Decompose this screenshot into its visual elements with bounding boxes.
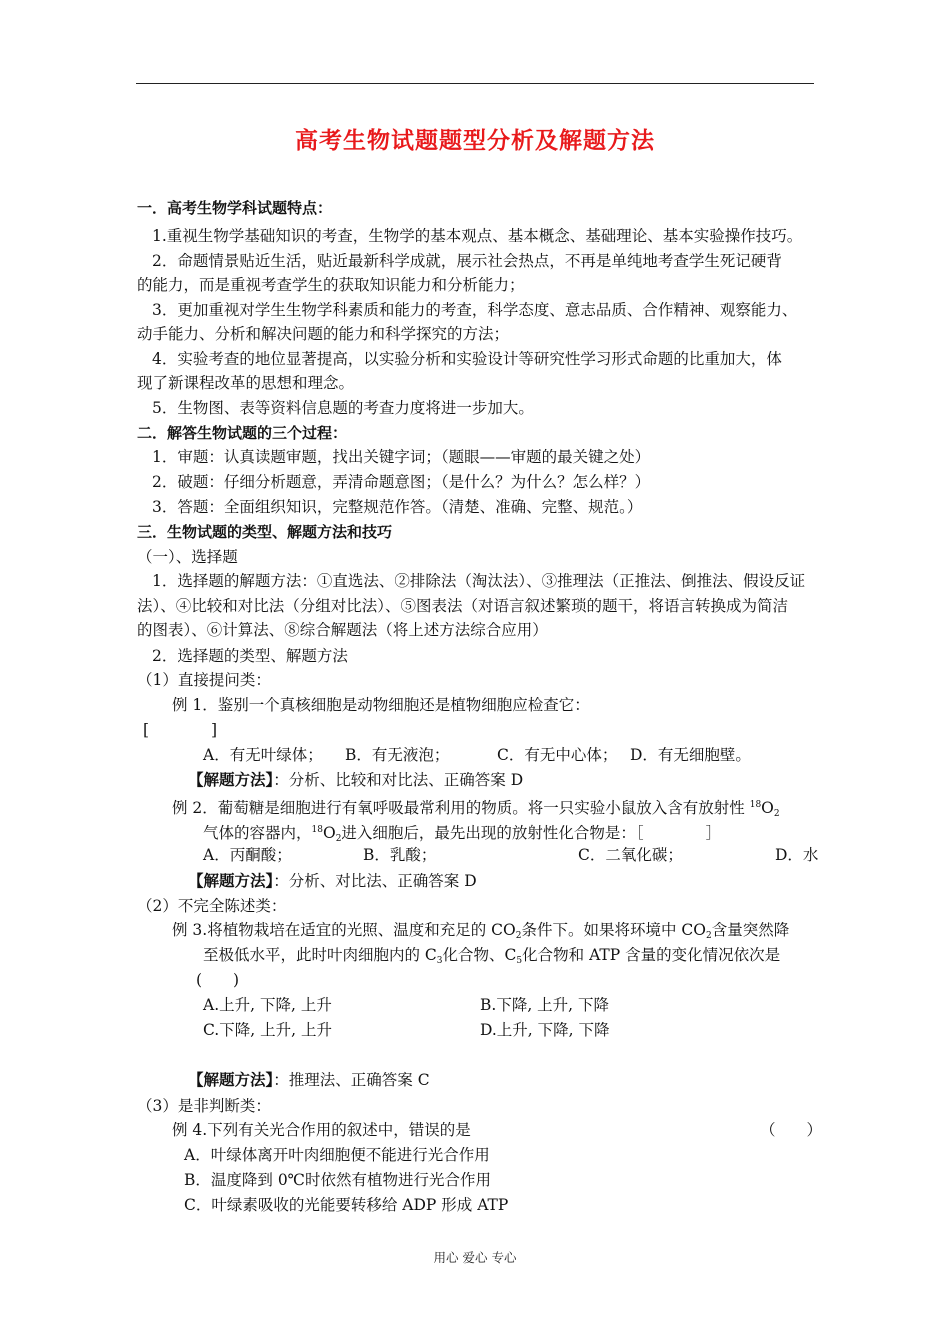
example-1-option-c: C．有无中心体； <box>497 746 618 764</box>
q-text: 至极低水平，此时叶肉细胞内的 C <box>203 946 437 964</box>
example-2-option-b: B．乳酸； <box>363 846 437 864</box>
s3-sub-1: （一）、选择题 <box>137 548 238 566</box>
q-text: 含量突然降 <box>711 921 790 939</box>
s1-line-3a: 3．更加重视对学生生物学科素质和能力的考查，科学态度、意志品质、合作精神、观察能力、 <box>152 301 798 319</box>
section-1-heading: 一．高考生物学科试题特点： <box>137 199 333 217</box>
example-3-method <box>188 1070 430 1090</box>
q-text: O <box>322 824 336 842</box>
s1-line-5: 5．生物图、表等资料信息题的考查力度将进一步加大。 <box>152 399 534 417</box>
q-text: 进入细胞后，最先出现的放射性化合物是：［ ］ <box>341 824 722 842</box>
example-4-option-a: A．叶绿体离开叶肉细胞便不能进行光合作用 <box>184 1146 490 1164</box>
s1-line-1: 1.重视生物学基础知识的考查，生物学的基本观点、基本概念、基础理论、基本实验操作技巧。 <box>152 227 803 245</box>
example-3-paren: ( ) <box>196 971 240 989</box>
page-footer: 用心 爱心 专心 <box>433 1250 517 1265</box>
s3-method-1b: 法）、④比较和对比法（分组对比法）、⑤图表法（对语言叙述繁琐的题干，将语言转换成为简洁 <box>137 597 789 615</box>
example-2-option-d: D．水 <box>775 846 819 864</box>
subscript: 2 <box>335 834 342 844</box>
section-3-heading: 三．生物试题的类型、解题方法和技巧 <box>137 523 393 541</box>
example-4-question: 例 4.下列有关光合作用的叙述中，错误的是 <box>172 1121 471 1139</box>
s2-line-3: 3．答题：全面组织知识，完整规范作答。（清楚、准确、完整、规范。） <box>152 498 643 516</box>
s1-line-4a: 4．实验考查的地位显著提高，以实验分析和实验设计等研究性学习形式命题的比重加大，体 <box>152 350 782 368</box>
method-text: ：分析、对比法、正确答案 D <box>273 872 477 890</box>
example-2-method <box>188 871 477 891</box>
subscript: 3 <box>436 956 443 966</box>
example-3-question-line-1 <box>172 920 789 946</box>
q-text: 例 3.将植物栽培在适宜的光照、温度和充足的 CO <box>172 921 516 939</box>
q-text: 化合物、C <box>442 946 517 964</box>
subscript: 2 <box>773 809 780 819</box>
example-1-option-b: B．有无液泡； <box>345 746 450 764</box>
example-2-option-c: C．二氧化碳； <box>578 846 683 864</box>
example-1-question: 例 1．鉴别一个真核细胞是动物细胞还是植物细胞应检查它： <box>172 696 590 714</box>
method-text: ：分析、比较和对比法、正确答案 D <box>273 771 524 789</box>
example-4-option-c: C．叶绿素吸收的光能要转移给 ADP 形成 ATP <box>184 1196 509 1214</box>
s3-method-2: 2．选择题的类型、解题方法 <box>152 647 348 665</box>
q-text: O <box>761 799 774 817</box>
example-1-option-a: A．有无叶绿体； <box>203 746 323 764</box>
method-label: 【解题方法】 <box>188 872 274 890</box>
header-rule <box>136 83 814 84</box>
example-3-option-b: B.下降, 上升, 下降 <box>480 996 610 1014</box>
s1-line-2a: 2．命题情景贴近生活，贴近最新科学成就，展示社会热点，不再是单纯地考查学生死记硬背 <box>152 252 782 270</box>
s2-line-2: 2．破题：仔细分析题意，弄清命题意图；（是什么？为什么？怎么样？） <box>152 473 651 491</box>
q-text: 条件下。如果将环境中 CO <box>521 921 706 939</box>
q-text: 化合物和 ATP 含量的变化情况依次是 <box>522 946 781 964</box>
example-1-bracket: [ ] <box>143 721 218 739</box>
q-text: 气体的容器内， <box>203 824 312 842</box>
subscript: 2 <box>705 931 712 941</box>
method-text: ：推理法、正确答案 C <box>273 1071 430 1089</box>
example-1-option-d: D．有无细胞壁。 <box>630 746 751 764</box>
subscript: 2 <box>515 931 522 941</box>
q-text: 例 2．葡萄糖是细胞进行有氧呼吸最常利用的物质。将一只实验小鼠放入含有放射性 <box>172 799 750 817</box>
section-2-heading: 二．解答生物试题的三个过程： <box>137 424 348 442</box>
s3-method-1a: 1．选择题的解题方法：①直选法、②排除法（淘汰法）、③推理法（正推法、倒推法、假设反证 <box>152 572 806 590</box>
example-1-method <box>188 770 523 790</box>
s3-method-1c: 的图表）、⑥计算法、⑧综合解题法（将上述方法综合应用） <box>137 621 548 639</box>
s2-line-1: 1．审题：认真读题审题，找出关键字词；（题眼——审题的最关键之处） <box>152 448 651 466</box>
s1-line-3b: 动手能力、分析和解决问题的能力和科学探究的方法； <box>137 325 510 343</box>
s1-line-2b: 的能力，而是重视考查学生的获取知识能力和分析能力； <box>137 276 525 294</box>
isotope-sup: 18 <box>749 800 762 810</box>
method-label: 【解题方法】 <box>188 1071 274 1089</box>
example-3-option-a: A.上升, 下降, 上升 <box>203 996 332 1014</box>
method-label: 【解题方法】 <box>188 771 274 789</box>
page-title: 高考生物试题题型分析及解题方法 <box>295 128 655 154</box>
isotope-sup: 18 <box>311 825 323 835</box>
type-3-heading: （3）是非判断类： <box>137 1097 271 1115</box>
example-4-paren: （ ） <box>760 1121 823 1139</box>
type-1-heading: （1）直接提问类： <box>137 671 271 689</box>
type-2-heading: （2）不完全陈述类： <box>137 897 287 915</box>
example-3-option-c: C.下降, 上升, 上升 <box>203 1021 332 1039</box>
example-3-option-d: D.上升, 下降, 下降 <box>480 1021 610 1039</box>
s1-line-4b: 现了新课程改革的思想和理念。 <box>137 374 355 392</box>
example-4-option-b: B．温度降到 0℃时依然有植物进行光合作用 <box>184 1171 492 1189</box>
subscript: 5 <box>516 956 523 966</box>
example-3-question-line-2 <box>203 945 780 971</box>
example-2-option-a: A．丙酮酸； <box>203 846 292 864</box>
